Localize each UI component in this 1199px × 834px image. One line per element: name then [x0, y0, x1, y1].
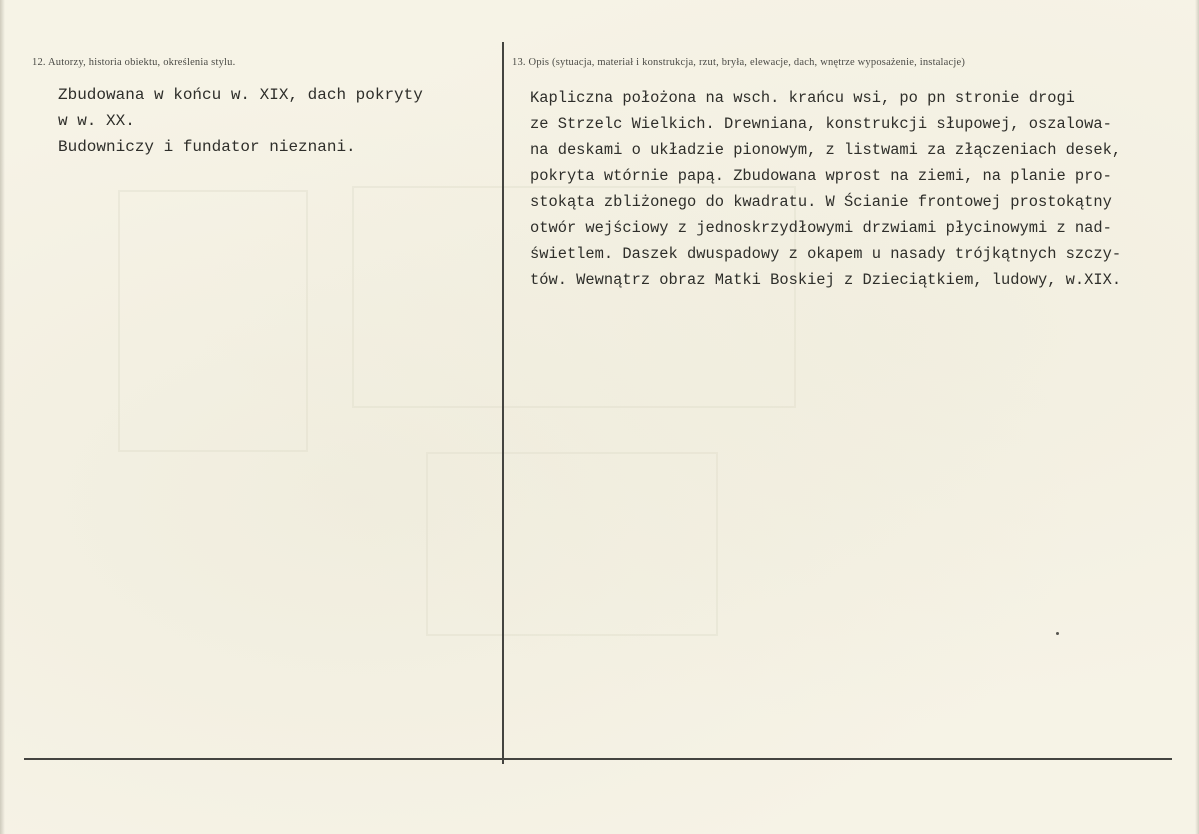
text-line: otwór wejściowy z jednoskrzydłowymi drzwiami płycinowymi z nad-	[530, 219, 1112, 237]
column-divider	[502, 42, 504, 764]
page-edge-right	[1195, 0, 1199, 834]
text-line: świetlem. Daszek dwuspadowy z okapem u nasady trójkątnych szczy-	[530, 245, 1122, 263]
text-line: pokryta wtórnie papą. Zbudowana wprost na ziemi, na planie pro-	[530, 167, 1112, 185]
section-13-label: 13. Opis (sytuacja, materiał i konstrukcja, rzut, bryła, elewacje, dach, wnętrze wyposażenie, instalacje)	[512, 57, 966, 68]
text-line: ze Strzelc Wielkich. Drewniana, konstrukcji słupowej, oszalowa-	[530, 115, 1112, 133]
page-edge-left	[0, 0, 5, 834]
text-line: tów. Wewnątrz obraz Matki Boskiej z Dzieciątkiem, ludowy, w.XIX.	[530, 271, 1122, 289]
ink-speck	[1056, 632, 1059, 635]
text-line: w w. XX.	[58, 112, 135, 130]
show-through-mark	[118, 190, 308, 452]
text-line: stokąta zbliżonego do kwadratu. W Ścianie frontowej prostokątny	[530, 193, 1112, 211]
text-line: Zbudowana w końcu w. XIX, dach pokryty	[58, 86, 423, 104]
section-13-text	[530, 85, 1121, 293]
text-line: Kapliczna położona na wsch. krańcu wsi, po pn stronie drogi	[530, 89, 1075, 107]
text-line: Budowniczy i fundator nieznani.	[58, 138, 356, 156]
show-through-mark	[426, 452, 718, 636]
section-12-text	[58, 82, 423, 160]
bottom-rule	[24, 758, 1172, 760]
section-12-label: 12. Autorzy, historia obiektu, określenia stylu.	[32, 57, 236, 68]
text-line: na deskami o układzie pionowym, z listwami za złączeniach desek,	[530, 141, 1122, 159]
